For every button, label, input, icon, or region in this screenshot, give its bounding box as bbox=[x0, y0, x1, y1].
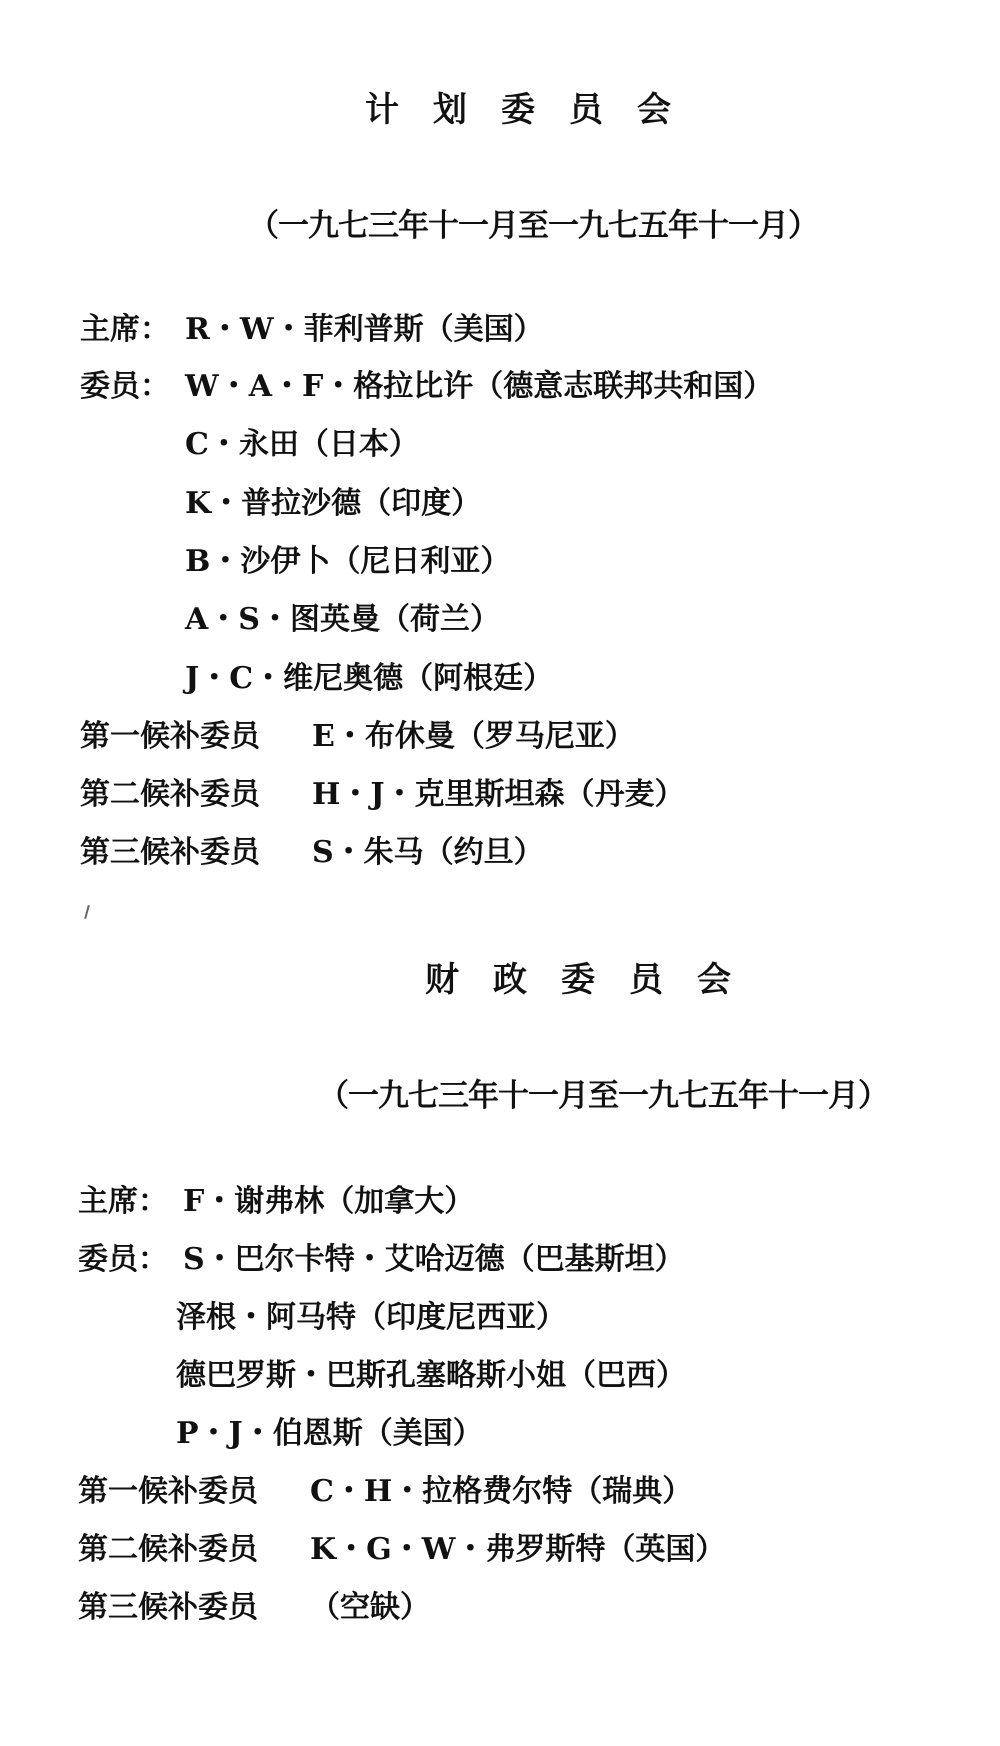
finance-alternate-row bbox=[78, 1530, 725, 1570]
finance-member-name: 泽根・阿马特（印度尼西亚） bbox=[176, 1300, 566, 1335]
planning-committee-period: （一九七三年十一月至一九七五年十一月） bbox=[248, 208, 818, 244]
planning-member-name: A・S・图英曼（荷兰） bbox=[185, 602, 500, 637]
planning-chair-row bbox=[80, 310, 544, 350]
planning-chair-label: 主席： bbox=[80, 312, 170, 347]
planning-alternate-row bbox=[80, 833, 544, 873]
finance-alternate-row bbox=[78, 1588, 430, 1628]
alternate-name: E・布休曼（罗马尼亚） bbox=[312, 719, 635, 754]
finance-members-row bbox=[78, 1240, 685, 1280]
stray-ink-mark bbox=[84, 905, 90, 919]
finance-member-name: 德巴罗斯・巴斯孔塞略斯小姐（巴西） bbox=[176, 1358, 686, 1393]
alternate-label: 第三候补委员 bbox=[78, 1590, 258, 1625]
finance-committee-period: （一九七三年十一月至一九七五年十一月） bbox=[318, 1078, 888, 1114]
planning-members-row bbox=[80, 367, 773, 407]
alternate-label: 第二候补委员 bbox=[78, 1532, 258, 1567]
planning-members-label: 委员： bbox=[80, 369, 170, 404]
planning-committee-title: 计划委员会 bbox=[365, 90, 705, 130]
planning-member-name: B・沙伊卜（尼日利亚） bbox=[185, 544, 511, 579]
finance-chair-name: F・谢弗林（加拿大） bbox=[183, 1184, 475, 1219]
finance-chair-label: 主席： bbox=[78, 1184, 168, 1219]
planning-member-name: J・C・维尼奥德（阿根廷） bbox=[185, 661, 554, 696]
planning-member-name: C・永田（日本） bbox=[185, 427, 419, 462]
planning-alternate-row bbox=[80, 775, 685, 815]
alternate-name: K・G・W・弗罗斯特（英国） bbox=[310, 1532, 726, 1567]
finance-chair-row bbox=[78, 1182, 474, 1222]
alternate-name: S・朱马（约旦） bbox=[312, 835, 544, 870]
alternate-name: （空缺） bbox=[310, 1590, 430, 1625]
alternate-name: C・H・拉格费尔特（瑞典） bbox=[310, 1474, 693, 1509]
finance-alternate-row bbox=[78, 1472, 692, 1512]
alternate-label: 第一候补委员 bbox=[80, 719, 260, 754]
finance-member-name: S・巴尔卡特・艾哈迈德（巴基斯坦） bbox=[183, 1242, 685, 1277]
finance-member-name: P・J・伯恩斯（美国） bbox=[176, 1416, 483, 1451]
planning-alternate-row bbox=[80, 717, 635, 757]
alternate-label: 第三候补委员 bbox=[80, 835, 260, 870]
alternate-name: H・J・克里斯坦森（丹麦） bbox=[312, 777, 685, 812]
finance-committee-title: 财政委员会 bbox=[425, 960, 765, 1000]
planning-member-name: K・普拉沙德（印度） bbox=[185, 486, 482, 521]
finance-members-label: 委员： bbox=[78, 1242, 168, 1277]
planning-chair-name: R・W・菲利普斯（美国） bbox=[185, 312, 544, 347]
alternate-label: 第一候补委员 bbox=[78, 1474, 258, 1509]
alternate-label: 第二候补委员 bbox=[80, 777, 260, 812]
planning-member-name: W・A・F・格拉比许（德意志联邦共和国） bbox=[185, 369, 774, 404]
